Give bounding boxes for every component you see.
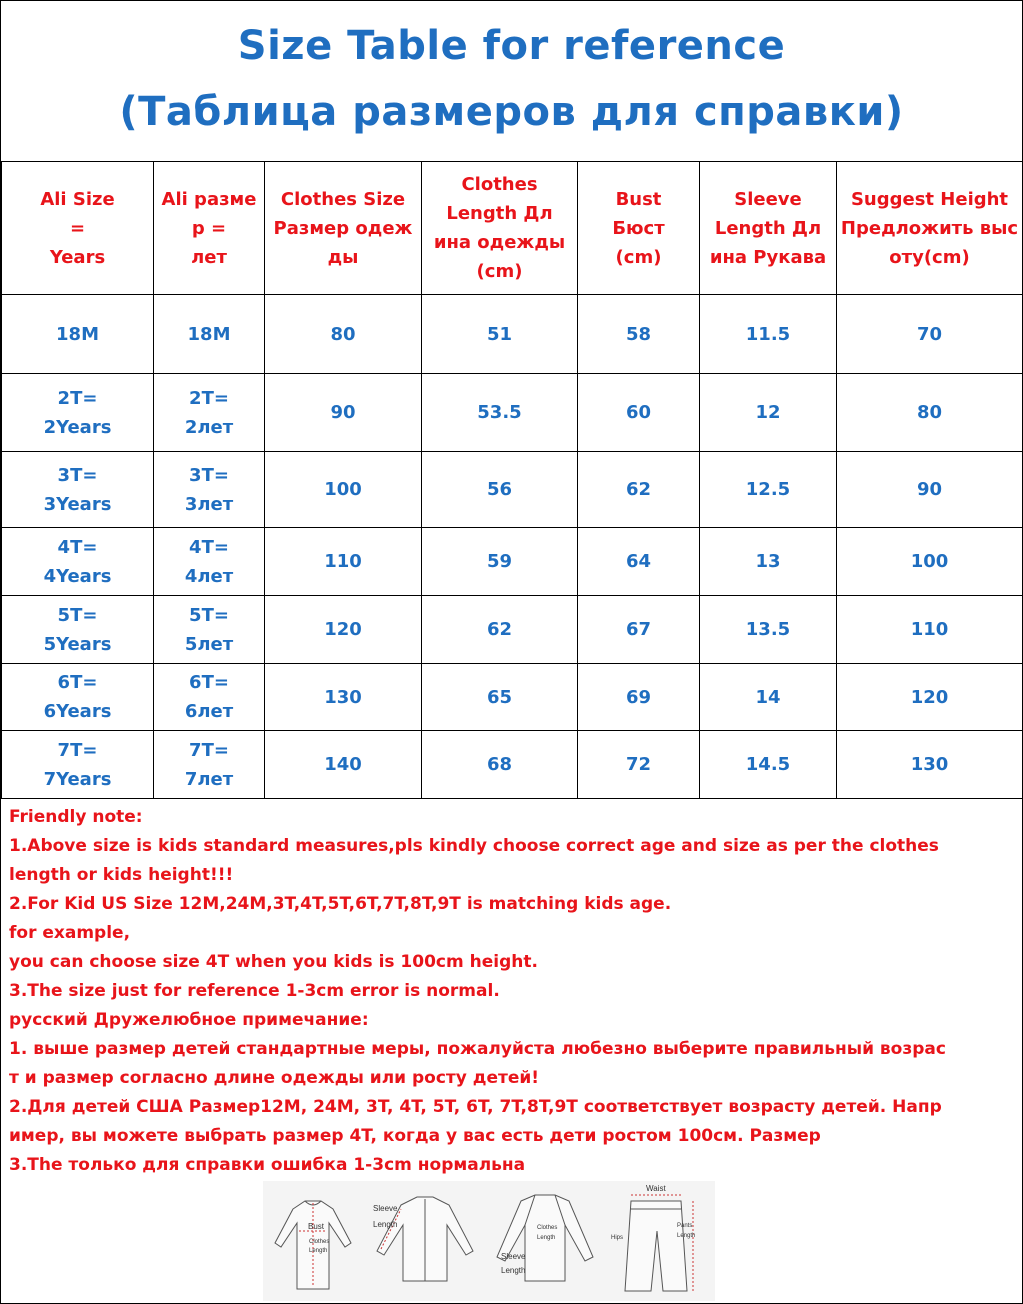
table-cell-text: 58 xyxy=(625,323,652,345)
friendly-note xyxy=(1,798,1022,1178)
table-cell-text: 53.5 xyxy=(477,402,522,423)
table-cell-text: 3T= xyxy=(57,464,98,486)
table-cell-text: 72 xyxy=(625,754,652,775)
hips-label: Hips xyxy=(611,1235,624,1241)
table-cell-text: 3Years xyxy=(43,493,112,515)
table-cell xyxy=(700,664,837,731)
title-english: Size Table for reference xyxy=(237,23,786,69)
table-cell xyxy=(578,374,700,452)
note-line: length or kids height!!! xyxy=(9,865,234,885)
table-cell-text: 5T= xyxy=(189,604,229,626)
table-header-row xyxy=(2,162,1023,295)
table-cell xyxy=(578,295,700,374)
column-header-text: (cm) xyxy=(615,246,662,268)
table-cell xyxy=(837,295,1023,374)
table-cell-text: 4лет xyxy=(184,565,234,587)
table-cell-text: 90 xyxy=(916,479,943,500)
table-cell-text: 62 xyxy=(625,479,652,500)
table-row xyxy=(2,528,1023,596)
table-cell xyxy=(265,295,422,374)
table-cell xyxy=(578,528,700,596)
table-cell xyxy=(578,452,700,528)
note-line: имер, вы можете выбрать размер 4T, когда у вас есть дети ростом 100см. Размер xyxy=(9,1126,821,1146)
table-cell-text: 130 xyxy=(910,754,949,775)
table-cell-text: 6T= xyxy=(189,672,229,693)
table-cell xyxy=(578,596,700,664)
table-cell xyxy=(422,452,578,528)
table-cell xyxy=(837,731,1023,799)
table-cell xyxy=(2,731,154,799)
table-cell-text: 4T= xyxy=(189,536,229,558)
table-cell-text: 2T= xyxy=(189,387,229,409)
table-cell-text: 60 xyxy=(625,402,652,423)
column-header xyxy=(578,162,700,295)
title-block xyxy=(1,1,1022,162)
length-label-1: Length xyxy=(309,1248,328,1254)
table-cell-text: 2лет xyxy=(184,416,234,438)
table-cell-text: 59 xyxy=(486,551,513,572)
table-cell-text: 100 xyxy=(324,479,362,500)
table-cell xyxy=(700,295,837,374)
table-cell-text: 90 xyxy=(330,402,356,423)
column-header xyxy=(265,162,422,295)
column-header-text: Sleeve xyxy=(734,188,802,210)
table-cell-text: 51 xyxy=(486,323,513,345)
table-cell xyxy=(265,528,422,596)
table-cell-text: 70 xyxy=(916,323,943,345)
table-cell-text: 12.5 xyxy=(745,479,791,500)
table-cell-text: 7Years xyxy=(43,768,112,790)
column-header-text: = xyxy=(69,217,86,239)
column-header-text: оту(cm) xyxy=(889,246,970,268)
table-cell xyxy=(154,528,265,596)
table-cell-text: 7лет xyxy=(184,768,234,790)
table-cell xyxy=(2,528,154,596)
column-header-text: р = xyxy=(191,217,227,239)
note-line: Friendly note: xyxy=(9,807,143,827)
table-cell-text: 14.5 xyxy=(745,754,791,775)
table-row xyxy=(2,731,1023,799)
column-header-text: Years xyxy=(49,246,106,268)
pants-illustration xyxy=(625,1195,696,1291)
table-cell-text: 2Years xyxy=(43,416,112,438)
table-cell-text: 7T= xyxy=(189,739,229,761)
column-header-text: ды xyxy=(327,246,359,268)
table-cell-text: 4Years xyxy=(43,565,112,587)
table-cell-text: 12 xyxy=(755,402,781,423)
table-cell xyxy=(2,374,154,452)
column-header-text: (cm) xyxy=(476,261,523,282)
note-line: т и размер согласно длине одежды или росту детей! xyxy=(9,1068,540,1088)
column-header-text: Length Дл xyxy=(714,217,822,239)
table-cell-text: 6Years xyxy=(43,701,112,722)
column-header-text: Clothes Size xyxy=(280,188,406,210)
table-cell-text: 67 xyxy=(625,619,652,640)
table-row xyxy=(2,452,1023,528)
column-header-text: Размер одеж xyxy=(273,217,413,239)
column-header xyxy=(837,162,1023,295)
length-label-4: Length xyxy=(501,1266,526,1275)
table-cell-text: 130 xyxy=(324,686,362,708)
clothes-label-3: Clothes xyxy=(537,1225,558,1231)
table-cell-text: 68 xyxy=(486,754,513,775)
table-row xyxy=(2,664,1023,731)
table-cell xyxy=(837,664,1023,731)
column-header xyxy=(154,162,265,295)
note-line: 1.Above size is kids standard measures,pls kindly choose correct age and size as per the clothes xyxy=(9,836,939,856)
table-cell-text: 4T= xyxy=(57,536,98,558)
table-cell-text: 5Years xyxy=(43,633,112,655)
table-cell xyxy=(265,731,422,799)
clothes-label-1: Clothes xyxy=(309,1239,330,1245)
table-cell-text: 120 xyxy=(910,686,949,708)
note-line: русский Дружелюбное примечание: xyxy=(9,1010,369,1030)
table-cell-text: 110 xyxy=(910,619,949,640)
length-label-2: Length xyxy=(373,1220,398,1229)
table-cell-text: 140 xyxy=(324,754,362,775)
table-cell-text: 100 xyxy=(910,551,949,572)
table-row xyxy=(2,295,1023,374)
table-cell-text: 69 xyxy=(625,686,652,708)
table-cell-text: 11.5 xyxy=(745,323,791,345)
table-cell xyxy=(154,664,265,731)
table-cell xyxy=(578,664,700,731)
table-cell xyxy=(265,452,422,528)
table-cell xyxy=(700,731,837,799)
table-cell-text: 80 xyxy=(916,402,943,423)
table-cell xyxy=(154,295,265,374)
note-line: 3.The только для справки ошибка 1-3cm нормальна xyxy=(9,1155,526,1175)
table-cell-text: 18M xyxy=(56,323,99,345)
column-header-text: Бюст xyxy=(612,217,665,239)
table-cell-text: 3лет xyxy=(184,493,234,515)
table-cell-text: 7T= xyxy=(57,739,98,761)
table-cell xyxy=(2,295,154,374)
column-header-text: Length Дл xyxy=(446,203,553,224)
table-cell xyxy=(837,596,1023,664)
table-cell-text: 6T= xyxy=(57,672,98,693)
table-cell xyxy=(837,452,1023,528)
table-row xyxy=(2,374,1023,452)
column-header xyxy=(700,162,837,295)
table-cell xyxy=(578,731,700,799)
table-cell-text: 13 xyxy=(755,551,781,572)
table-cell-text: 14 xyxy=(755,686,781,708)
table-cell xyxy=(2,452,154,528)
column-header-text: Clothes xyxy=(461,174,538,195)
table-cell-text: 64 xyxy=(625,551,652,572)
size-table xyxy=(1,161,1023,799)
measurement-illustrations xyxy=(263,1181,715,1301)
waist-label: Waist xyxy=(646,1184,666,1193)
column-header-text: ина Рукава xyxy=(709,246,827,268)
pants-label: Pants xyxy=(677,1223,693,1229)
length-label-3: Length xyxy=(537,1235,556,1241)
column-header xyxy=(422,162,578,295)
table-cell-text: 5T= xyxy=(57,604,98,626)
measurement-diagram xyxy=(263,1181,715,1301)
table-cell-text: 120 xyxy=(324,619,362,640)
table-cell xyxy=(422,596,578,664)
table-cell xyxy=(837,374,1023,452)
table-cell xyxy=(265,596,422,664)
table-cell xyxy=(154,596,265,664)
table-cell-text: 18M xyxy=(187,323,231,345)
column-header-text: Ali разме xyxy=(161,188,257,210)
note-line: 3.The size just for reference 1-3cm error is normal. xyxy=(9,981,500,1001)
note-line: you can choose size 4T when you kids is 100cm height. xyxy=(9,952,538,972)
sleeve-label-1: Sleeve xyxy=(373,1204,398,1213)
table-cell-text: 5лет xyxy=(184,633,234,655)
tshirt-illustration xyxy=(275,1201,351,1289)
table-cell xyxy=(422,528,578,596)
table-cell xyxy=(422,731,578,799)
table-cell xyxy=(154,731,265,799)
table-cell xyxy=(837,528,1023,596)
table-cell-text: 3T= xyxy=(189,464,229,486)
title-russian: (Таблица размеров для справки) xyxy=(119,89,904,135)
table-cell xyxy=(265,374,422,452)
table-cell-text: 110 xyxy=(324,551,362,572)
table-cell-text: 65 xyxy=(486,686,513,708)
table-cell xyxy=(422,664,578,731)
note-line: for example, xyxy=(9,923,131,943)
table-cell xyxy=(422,374,578,452)
table-cell-text: 56 xyxy=(486,479,513,500)
table-row xyxy=(2,596,1023,664)
column-header-text: Suggest Height xyxy=(850,188,1009,210)
table-cell-text: 13.5 xyxy=(745,619,791,640)
table-cell xyxy=(422,295,578,374)
table-cell xyxy=(700,528,837,596)
sleeve-label-2: Sleeve xyxy=(501,1252,526,1261)
bust-label: Bust xyxy=(308,1222,325,1231)
note-line: 2.Для детей США Размер12M, 24M, 3T, 4T, 5T, 6T, 7T,8T,9T соответствует возрасту детей. Напр xyxy=(9,1097,942,1117)
column-header-text: ина одежды xyxy=(433,232,566,253)
note-line: 2.For Kid US Size 12M,24M,3T,4T,5T,6T,7T,8T,9T is matching kids age. xyxy=(9,894,672,914)
table-cell-text: 2T= xyxy=(57,387,98,409)
column-header-text: Предложить выс xyxy=(840,217,1019,239)
note-line: 1. выше размер детей стандартные меры, пожалуйста любезно выберите правильный возрас xyxy=(9,1039,946,1059)
table-cell xyxy=(700,452,837,528)
table-cell xyxy=(700,596,837,664)
column-header-text: Ali Size xyxy=(40,188,115,210)
column-header-text: Bust xyxy=(615,188,662,210)
table-cell xyxy=(154,374,265,452)
table-cell-text: 80 xyxy=(330,323,356,345)
length-label-5: Length xyxy=(677,1233,696,1239)
table-cell xyxy=(700,374,837,452)
table-cell-text: 62 xyxy=(486,619,513,640)
table-cell xyxy=(265,664,422,731)
table-cell xyxy=(154,452,265,528)
column-header-text: лет xyxy=(191,246,227,268)
table-cell xyxy=(2,664,154,731)
column-header xyxy=(2,162,154,295)
table-cell-text: 6лет xyxy=(184,701,234,722)
table-cell xyxy=(2,596,154,664)
